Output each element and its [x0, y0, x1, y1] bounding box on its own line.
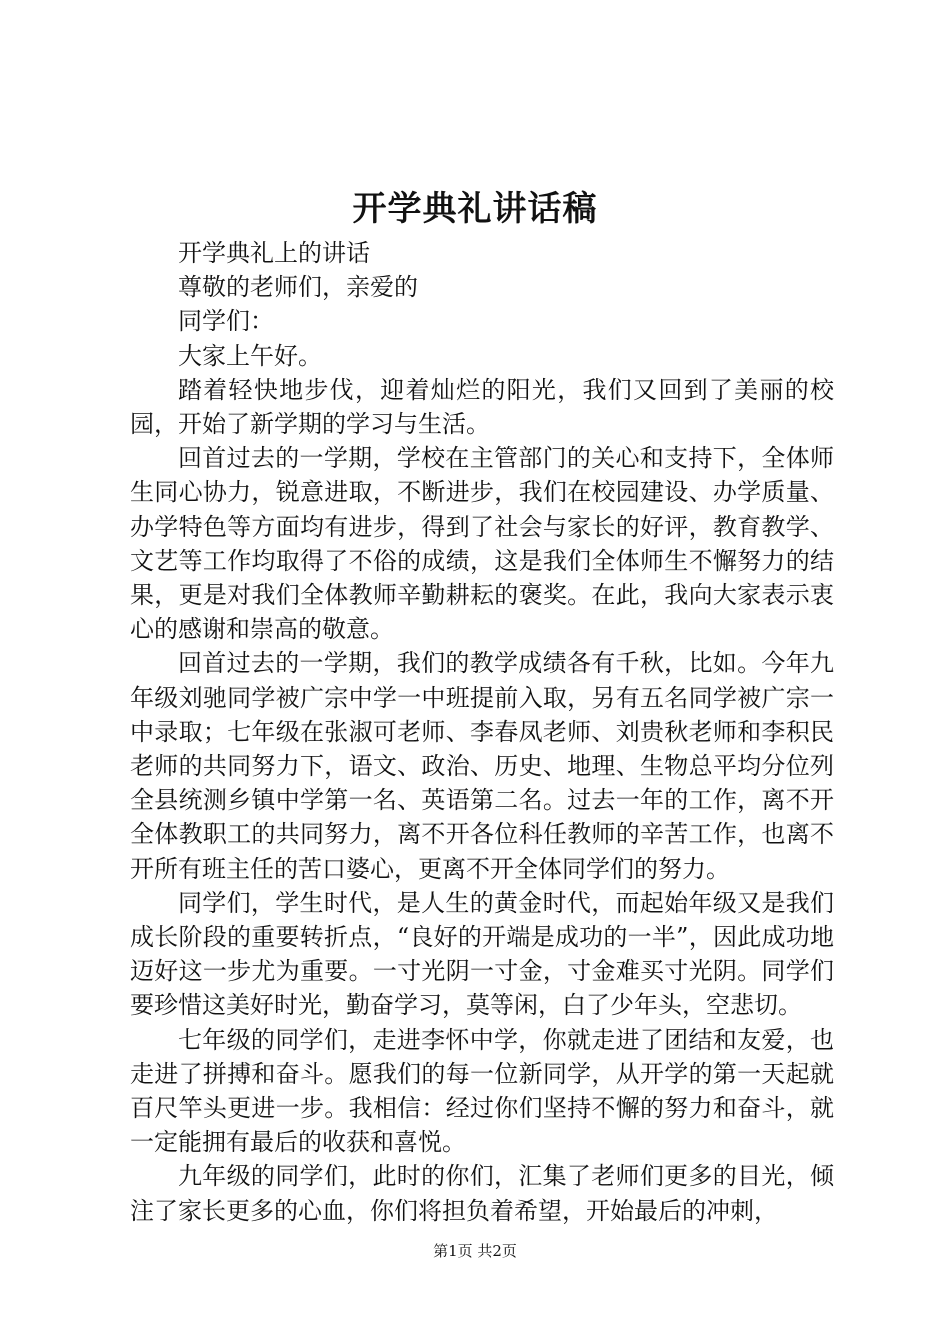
paragraph-grade-nine: 九年级的同学们，此时的你们，汇集了老师们更多的目光，倾注了家长更多的心血，你们将担负着希望，开始最后的冲刺，: [130, 1162, 834, 1225]
document-body: [130, 236, 834, 1228]
paragraph-achievements: 回首过去的一学期，我们的教学成绩各有千秋，比如。今年九年级刘驰同学被广宗中学一中班提前入取，另有五名同学被广宗一中录取；七年级在张淑可老师、李春凤老师、刘贵秋老师和李积民老师的共同努力下，语文、政治、历史、地理、生物总平均分位列全县统测乡镇中学第一名、英语第二名。过去一年的工作，离不开全体教职工的共同努力，离不开各位科任教师的辛苦工作，也离不开所有班主任的苦口婆心，更离不开全体同学们的努力。: [130, 649, 834, 883]
paragraph-heading: 开学典礼上的讲话: [178, 239, 370, 267]
paragraph-greeting: 大家上午好。: [178, 341, 322, 370]
paragraph-opening: 踏着轻快地步伐，迎着灿烂的阳光，我们又回到了美丽的校园，开始了新学期的学习与生活。: [130, 375, 834, 439]
paragraph-salutation-students: 同学们：: [178, 307, 274, 336]
document-title: 开学典礼讲话稿: [352, 189, 598, 229]
page-footer: 第1页 共2页: [433, 1242, 517, 1260]
paragraph-grade-seven: 七年级的同学们，走进李怀中学，你就走进了团结和友爱，也走进了拼搏和奋斗。愿我们的每一位新同学，从开学的第一天起就百尺竿头更进一步。我相信：经过你们坚持不懈的努力和奋斗，就一定能拥有最后的收获和喜悦。: [130, 1025, 834, 1157]
paragraph-salutation: 尊敬的老师们，亲爱的: [178, 273, 418, 302]
paragraph-review: 回首过去的一学期，学校在主管部门的关心和支持下，全体师生同心协力，锐意进取，不断进步，我们在校园建设、办学质量、办学特色等方面均有进步，得到了社会与家长的好评，教育教学、文艺等工作均取得了不俗的成绩，这是我们全体师生不懈努力的结果，更是对我们全体教师辛勤耕耘的褒奖。在此，我向大家表示衷心的感谢和崇高的敬意。: [130, 444, 834, 644]
paragraph-students: 同学们，学生时代，是人生的黄金时代，而起始年级又是我们成长阶段的重要转折点，“良好的开端是成功的一半”，因此成功地迈好这一步尤为重要。一寸光阴一寸金，寸金难买寸光阴。同学们要珍惜这美好时光，勤奋学习，莫等闲，白了少年头，空悲切。: [130, 888, 834, 1020]
